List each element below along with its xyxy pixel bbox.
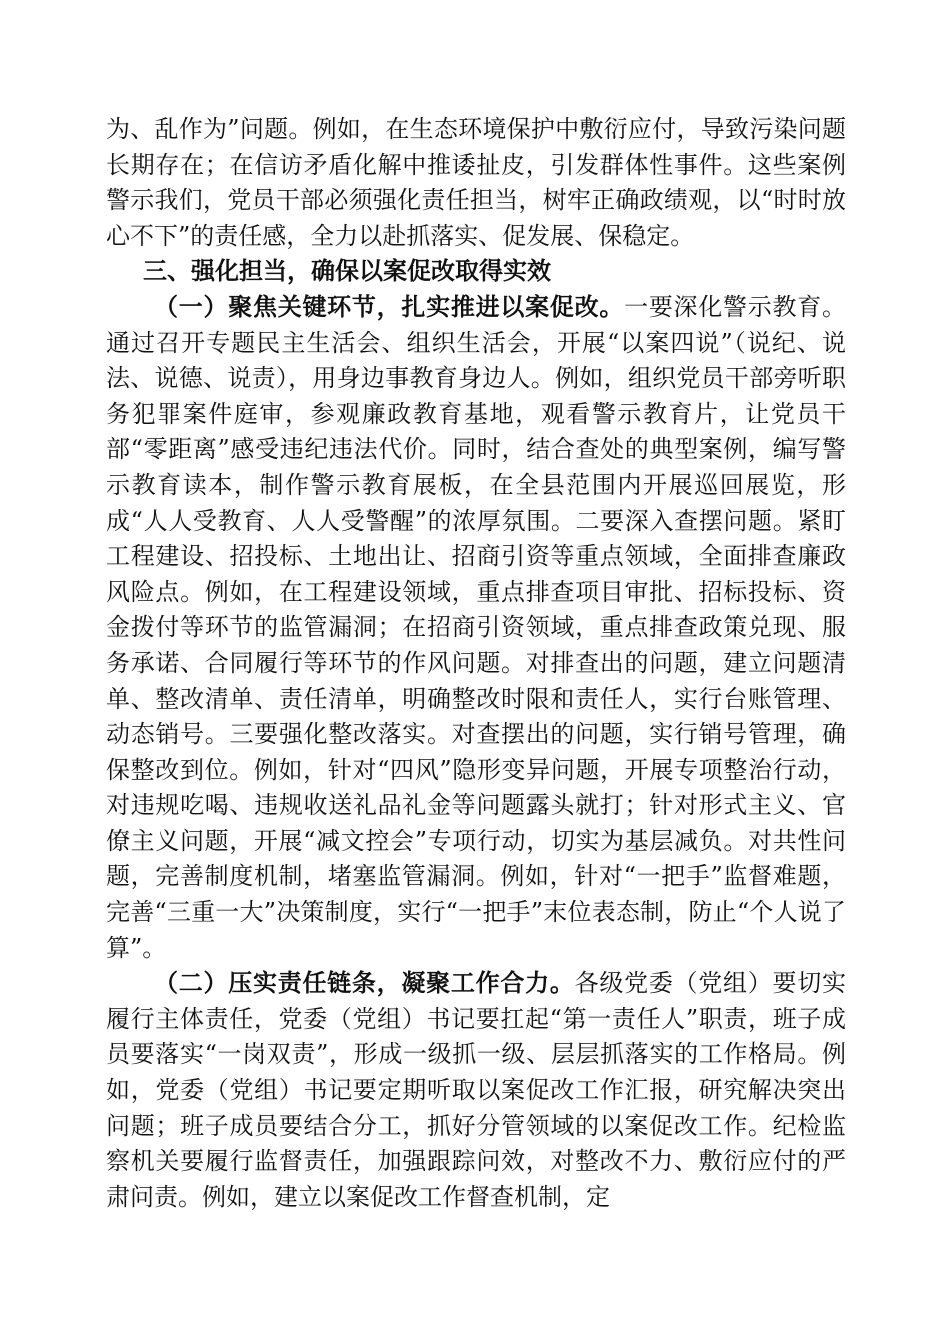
subsection-1-body: 一要深化警示教育。通过召开专题民主生活会、组织生活会，开展“以案四说”（说纪、说法、说德、说责），用身边事教育身边人。例如，组织党员干部旁听职务犯罪案件庭审，参观廉政教育基地，观看警示教育片，让党员干部“零距离”感受违纪违法代价。同时，结合查处的典型案例，编写警示教育读本，制作警示教育展板，在全县范围内开展巡回展览，形成“人人受教育、人人受警醒”的浓厚氛围。二要深入查摆问题。紧盯工程建设、招投标、土地出让、招商引资等重点领域，全面排查廉政风险点。例如，在工程建设领域，重点排查项目审批、招标投标、资金拨付等环节的监管漏洞；在招商引资领域，重点排查政策兑现、服务承诺、合同履行等环节的作风问题。对排查出的问题，建立问题清单、整改清单、责任清单，明确整改时限和责任人，实行台账管理、动态销号。三要强化整改落实。对查摆出的问题，实行销号管理，确保整改到位。例如，针对“四风”隐形变异问题，开展专项整治行动，对违规吃喝、违规收送礼品礼金等问题露头就打；针对形式主义、官僚主义问题，开展“减文控会”专项行动，切实为基层减负。对共性问题，完善制度机制，堵塞监管漏洞。例如，针对“一把手”监督难题，完善“三重一大”决策制度，实行“一把手”末位表态制，防止“个人说了算”。 [106, 292, 847, 962]
paragraph-subsection-1 [106, 290, 846, 966]
section-heading: 三、强化担当，确保以案促改取得实效 [143, 257, 551, 286]
paragraph-continuation: 为、乱作为”问题。例如，在生态环境保护中敷衍应付，导致污染问题长期存在；在信访矛盾化解中推诿扯皮，引发群体性事件。这些案例警示我们，党员干部必须强化责任担当，树牢正确政绩观，以“时时放心不下”的责任感，全力以赴抓落实、促发展、保稳定。 [106, 115, 846, 250]
subsection-1-lead: （一）聚焦关键环节，扎实推进以案促改。 [154, 292, 625, 321]
subsection-2-lead: （二）压实责任链条，凝聚工作合力。 [154, 969, 575, 998]
paragraph-subsection-2 [106, 966, 846, 1215]
document-page [106, 112, 846, 1215]
subsection-2-body: 各级党委（党组）要切实履行主体责任，党委（党组）书记要扛起“第一责任人”职责，班子成员要落实“一岗双责”，形成一级抓一级、层层抓落实的工作格局。例如，党委（党组）书记要定期听取以案促改工作汇报，研究解决突出问题；班子成员要结合分工，抓好分管领域的以案促改工作。纪检监察机关要履行监督责任，加强跟踪问效，对整改不力、敷衍应付的严肃问责。例如，建立以案促改工作督查机制，定 [106, 969, 847, 1211]
